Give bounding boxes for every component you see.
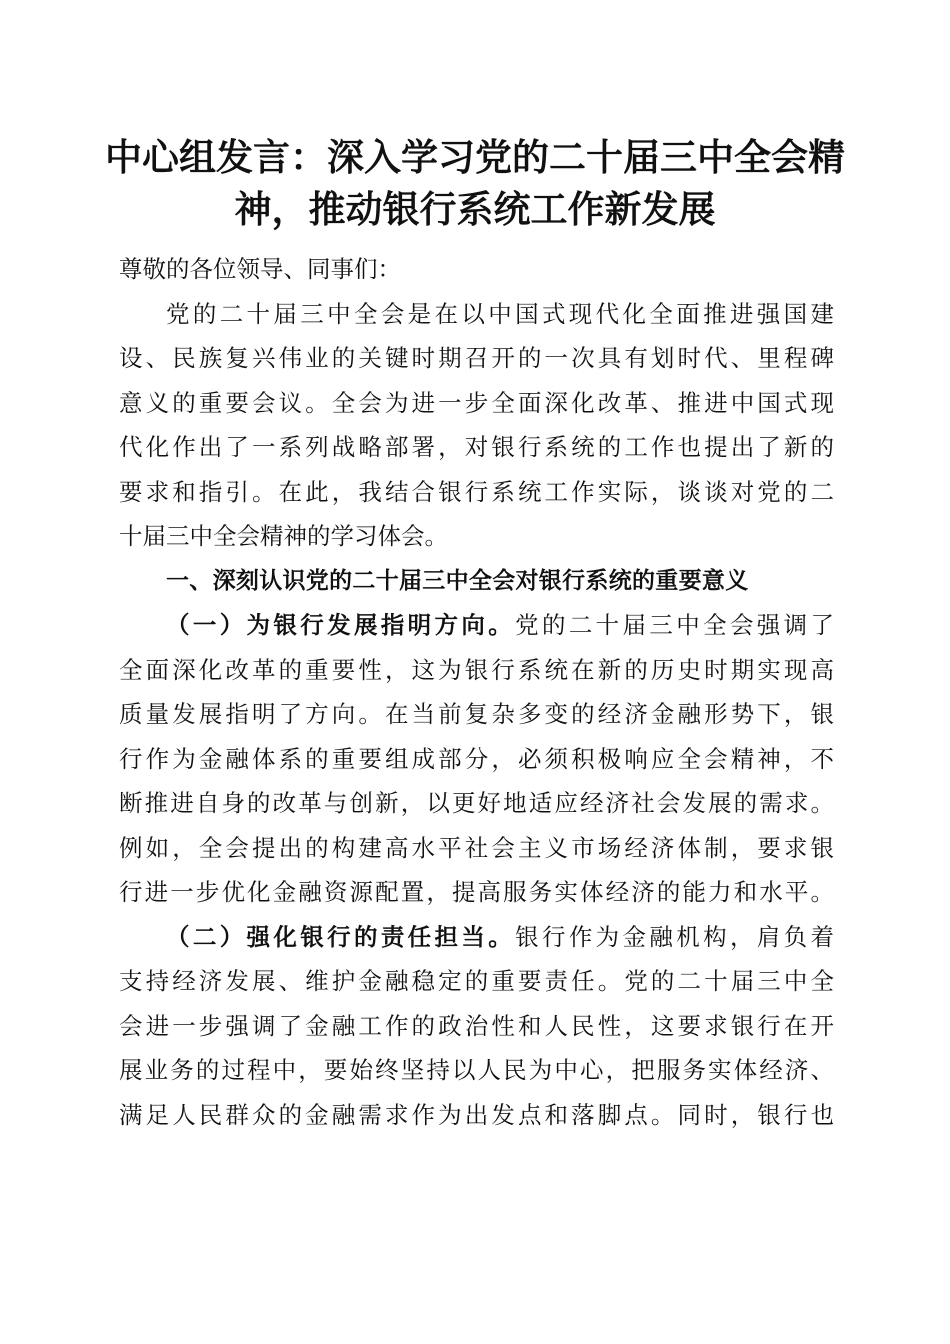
paragraph-line: 断推进自身的改革与创新，以更好地适应经济社会发展的需求。 bbox=[119, 789, 834, 817]
paragraph-line: 质量发展指明了方向。在当前复杂多变的经济金融形势下，银 bbox=[119, 700, 834, 728]
paragraph-line bbox=[119, 603, 834, 648]
paragraph-line: 要求和指引。在此，我结合银行系统工作实际，谈谈对党的二 bbox=[119, 477, 834, 506]
paragraph-line: 展业务的过程中，要始终坚持以人民为中心，把服务实体经济、 bbox=[119, 1056, 834, 1084]
paragraph-line: 党的二十届三中全会是在以中国式现代化全面推进强国建 bbox=[166, 299, 834, 328]
document-body bbox=[119, 247, 834, 1137]
title-line-2: 神，推动银行系统工作新发展 bbox=[234, 188, 716, 231]
subsection-heading: （二）强化银行的责任担当。 bbox=[166, 922, 516, 951]
paragraph-line: 意义的重要会议。全会为进一步全面深化改革、推进中国式现 bbox=[119, 388, 834, 417]
subsection-heading: （一）为银行发展指明方向。 bbox=[166, 611, 516, 639]
paragraph-line: 代化作出了一系列战略部署，对银行系统的工作也提出了新的 bbox=[119, 433, 834, 461]
paragraph-text: 银行作为金融机构，肩负着 bbox=[515, 922, 835, 951]
paragraph-line: 满足人民群众的金融需求作为出发点和落脚点。同时，银行也 bbox=[119, 1100, 834, 1129]
paragraph-line bbox=[119, 915, 834, 960]
section-heading: 一、深刻认识党的二十届三中全会对银行系统的重要意义 bbox=[166, 567, 749, 594]
paragraph-line: 十届三中全会精神的学习体会。 bbox=[119, 522, 448, 550]
paragraph-line: 例如，全会提出的构建高水平社会主义市场经济体制，要求银 bbox=[119, 833, 834, 862]
document-title bbox=[100, 132, 850, 236]
title-line-1: 中心组发言：深入学习党的二十届三中全会精 bbox=[105, 136, 845, 179]
paragraph-line: 行进一步优化金融资源配置，提高服务实体经济的能力和水平。 bbox=[119, 878, 834, 906]
paragraph-line: 设、民族复兴伟业的关键时期召开的一次具有划时代、里程碑 bbox=[119, 344, 834, 372]
paragraph-text: 党的二十届三中全会强调了 bbox=[515, 611, 835, 639]
paragraph-line: 会进一步强调了金融工作的政治性和人民性，这要求银行在开 bbox=[119, 1011, 834, 1040]
paragraph-line: 全面深化改革的重要性，这为银行系统在新的历史时期实现高 bbox=[119, 655, 834, 684]
paragraph-line: 行作为金融体系的重要组成部分，必须积极响应全会精神，不 bbox=[119, 744, 834, 773]
paragraph-line: 支持经济发展、维护金融稳定的重要责任。党的二十届三中全 bbox=[119, 967, 834, 995]
salutation: 尊敬的各位领导、同事们： bbox=[119, 255, 401, 283]
